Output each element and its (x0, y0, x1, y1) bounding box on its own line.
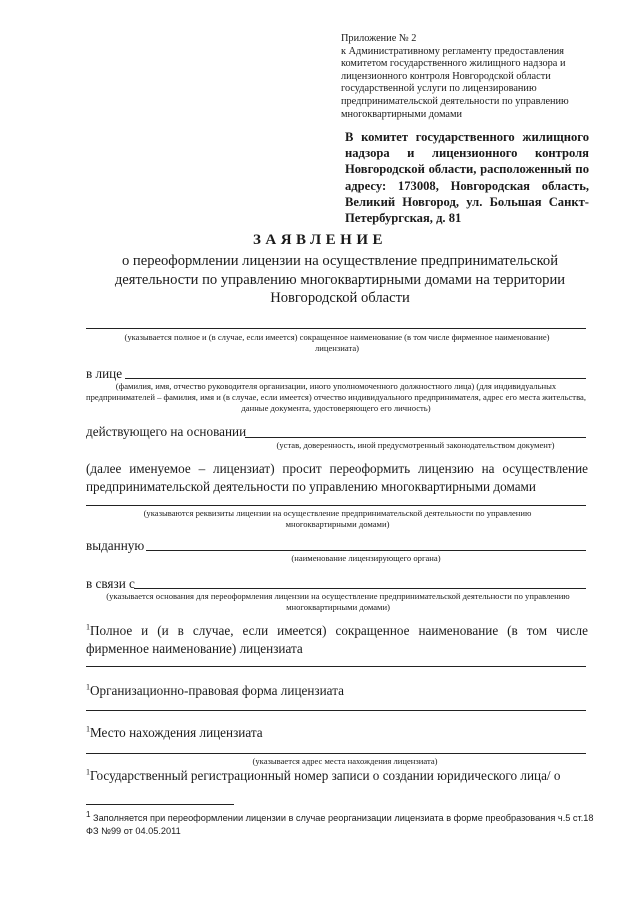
request-text: (далее именуемое – лицензиат) просит переоформить лицензию на осуществление предпринимательской деятельности по управлению многоквартирными домами (86, 461, 588, 494)
basis-hint: (устав, доверенность, иной предусмотренный законодательством документ) (276, 440, 555, 450)
appendix-number: Приложение № 2 (341, 33, 417, 44)
reason-hint: (указывается основания для переоформления лицензии на осуществление предпринимательской деятельности по управлению многоквартирными домами) (106, 591, 570, 612)
footnote-text: Заполняется при переоформлении лицензии в случае реорганизации лицензиата в форме преобразования ч.5 ст.18 ФЗ №99 от 04.05.2011 (86, 813, 594, 836)
footnote-mark: 1 (86, 682, 90, 692)
licensee-name-hint: (указывается полное и (в случае, если имеется) сокращенное наименование (в том числе фирменное наименование) лицензиата) (124, 332, 550, 353)
basis-field[interactable] (245, 437, 586, 438)
issued-label: выданную (86, 538, 145, 553)
person-field[interactable] (125, 378, 586, 379)
location-field[interactable] (86, 753, 586, 754)
footnote-mark: 1 (86, 622, 90, 632)
footnote-separator (86, 804, 234, 805)
license-details-field[interactable] (86, 505, 586, 506)
document-title: ЗАЯВЛЕНИЕ (252, 232, 388, 248)
license-details-hint: (указываются реквизиты лицензии на осуществление предпринимательской деятельности по управлению многоквартирными домами) (143, 508, 532, 529)
location-hint: (указывается адрес места нахождения лицензиата) (252, 756, 438, 766)
footnote-mark: 1 (86, 724, 90, 734)
document-subtitle: о переоформлении лицензии на осуществление предпринимательской деятельности по управлению многоквартирными домами на территории Новгородской области (114, 253, 566, 306)
footnote (86, 809, 596, 837)
footnote-number: 1 (86, 809, 91, 819)
recipient-address: В комитет государственного жилищного надзора и лицензионного контроля Новгородской области, расположенный по адресу: 173008, Новгородская область, Великий Новгород, ул. Большая Санкт-Петербургская, д. 81 (345, 130, 589, 226)
issued-hint: (наименование лицензирующего органа) (291, 553, 441, 563)
appendix-regulation: к Административному регламенту предоставления комитетом государственного жилищного надзора и лицензионного контроля Новгородской области государственной услуги по лицензированию предпринимательской деятельности по управлению многоквартирными домами (341, 45, 569, 120)
basis-label: действующего на основании (86, 424, 247, 439)
legal-form-field[interactable] (86, 710, 586, 711)
person-hint: (фамилия, имя, отчество руководителя организации, иного уполномоченного должностного лица) (для индивидуальных предпринимателей – фамилия, имя и (в случае, если имеется) отчество индивидуального предпринимателя, адрес его места жительства, данные документа, удостоверяющего его личность) (86, 381, 586, 413)
reason-field[interactable] (134, 588, 586, 589)
appendix-block (341, 33, 603, 121)
full-name-field[interactable] (86, 666, 586, 667)
person-label: в лице (86, 366, 123, 381)
licensee-name-field[interactable] (86, 328, 586, 329)
reg-number-label: $^1$Государственный регистрационный номер записи о создании юридического лица/ о (86, 767, 561, 783)
full-name-label: $^1$Полное и (и в случае, если имеется) сокращенное наименование (в том числе фирменное наименование) лицензиата (86, 622, 588, 656)
issued-field[interactable] (146, 550, 586, 551)
location-label: $^1$Место нахождения лицензиата (86, 724, 263, 740)
footnote-mark: 1 (86, 767, 90, 777)
reason-label: в связи с (86, 576, 135, 591)
legal-form-label: $^1$Организационно-правовая форма лицензиата (86, 682, 344, 698)
